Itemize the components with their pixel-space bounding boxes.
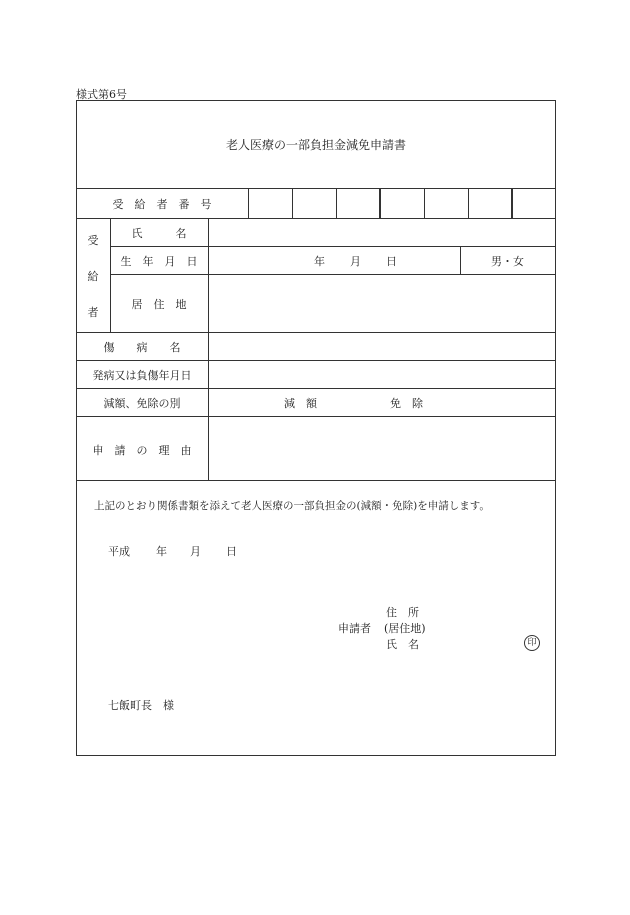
- reduction-option[interactable]: 減 額: [284, 397, 317, 410]
- date-month: 月: [190, 545, 201, 558]
- recipient-section-label-char: 受: [87, 234, 99, 247]
- divider: [76, 388, 556, 389]
- recipient-number-cell[interactable]: [293, 189, 336, 218]
- form-number: 様式第6号: [76, 88, 127, 101]
- recipient-section-label-char: 給: [87, 270, 99, 283]
- gender-label: 男・女: [491, 255, 524, 268]
- divider: [110, 246, 556, 247]
- recipient-number-cell[interactable]: [249, 189, 292, 218]
- reason-field[interactable]: [209, 417, 554, 480]
- exemption-option[interactable]: 免 除: [390, 397, 423, 410]
- date-day: 日: [226, 545, 237, 558]
- reduction-type-label: 減額、免除の別: [103, 397, 181, 410]
- applicant-residence-label: (居住地): [384, 622, 426, 635]
- recipient-number-cell[interactable]: [381, 189, 424, 218]
- applicant-address-label: 住 所: [386, 606, 419, 619]
- recipient-number-cell[interactable]: [425, 189, 468, 218]
- illness-label: 傷 病 名: [103, 341, 181, 354]
- birth-year-label: 年: [314, 255, 325, 268]
- recipient-number-cell[interactable]: [513, 189, 554, 218]
- page-title: 老人医療の一部負担金減免申請書: [225, 138, 406, 152]
- birth-day-label: 日: [386, 255, 397, 268]
- recipient-section-label-char: 者: [87, 306, 99, 319]
- reason-label: 申 請 の 理 由: [92, 444, 192, 457]
- divider: [76, 480, 556, 481]
- applicant-name-label: 氏 名: [386, 638, 419, 651]
- recipient-number-label: 受 給 者 番 号: [112, 198, 212, 211]
- recipient-number-cell[interactable]: [469, 189, 511, 218]
- onset-date-field[interactable]: [209, 361, 554, 388]
- applicant-label: 申請者: [338, 622, 371, 635]
- address-label: 居 住 地: [131, 298, 187, 311]
- onset-date-label: 発病又は負傷年月日: [92, 369, 192, 382]
- date-era: 平成: [108, 545, 130, 558]
- name-field[interactable]: [209, 219, 554, 246]
- date-year: 年: [156, 545, 167, 558]
- name-label: 氏 名: [131, 227, 187, 240]
- birth-date-label: 生 年 月 日: [120, 255, 198, 268]
- seal-mark: 印: [524, 635, 540, 651]
- illness-field[interactable]: [209, 333, 554, 360]
- birth-month-label: 月: [350, 255, 361, 268]
- recipient-number-cell[interactable]: [337, 189, 379, 218]
- statement-text: 上記のとおり関係書類を添えて老人医療の一部負担金の(減額・免除)を申請します。: [94, 500, 490, 512]
- address-field[interactable]: [209, 275, 554, 332]
- addressee: 七飯町長 様: [108, 699, 174, 712]
